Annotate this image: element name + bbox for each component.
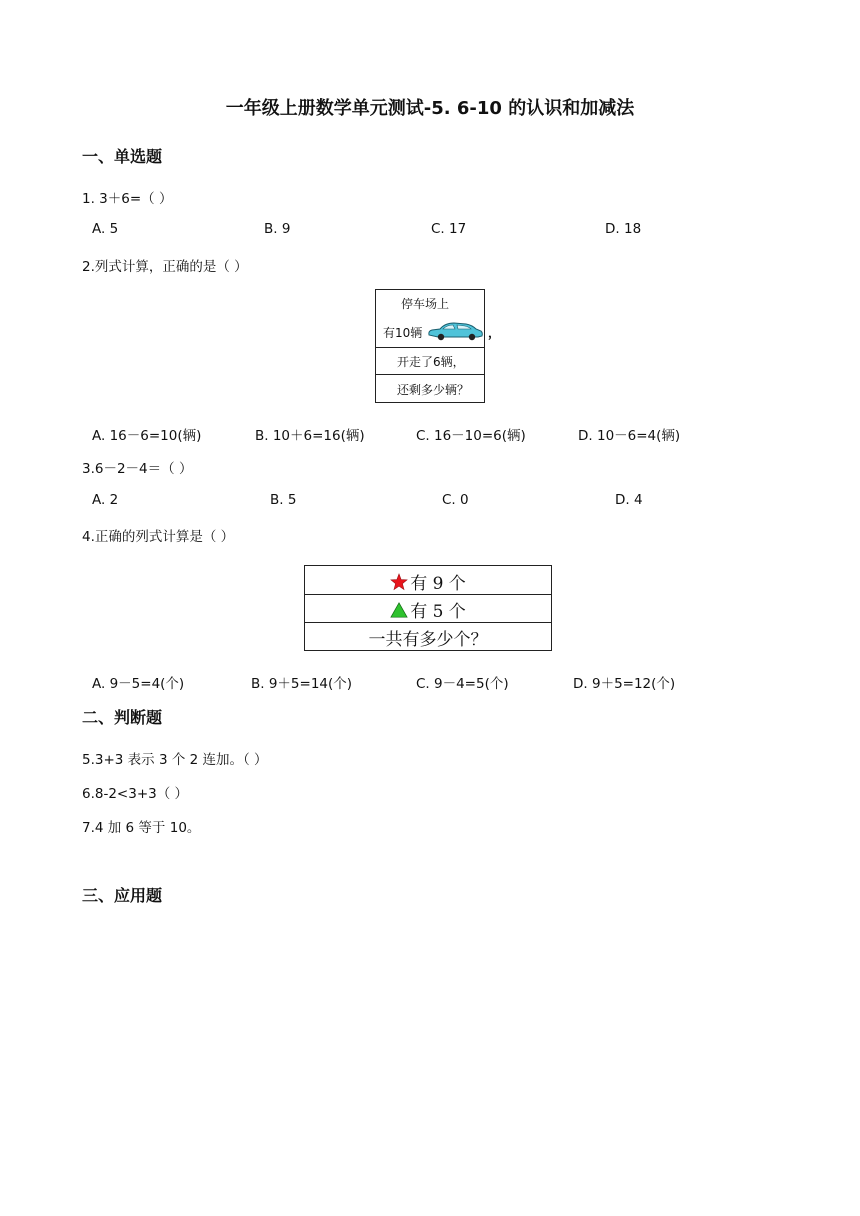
q3-option-c: C. 0 [442,492,469,508]
car-icon [426,320,484,342]
q3-option-b: B. 5 [270,492,297,508]
question-6: 6.8-2<3+3（ ） [82,786,189,802]
question-7: 7.4 加 6 等于 10。 [82,820,201,836]
star-triangle-figure [304,565,552,651]
q1-option-a: A. 5 [92,221,119,237]
figure2-divider-1 [305,594,551,595]
triangle-icon [390,601,408,619]
q2-option-b: B. 10＋6=16(辆) [255,428,365,444]
figure1-line-2-prefix: 有10辆 [383,326,423,340]
star-icon [390,573,408,591]
q3-option-a: A. 2 [92,492,119,508]
question-4: 4.正确的列式计算是（ ） [82,529,235,545]
q1-option-c: C. 17 [431,221,467,237]
figure2-row-1 [305,569,551,594]
figure2-row-1-text: 有 9 个 [410,574,466,594]
question-1: 1. 3＋6=（ ） [82,191,173,207]
page-title: 一年级上册数学单元测试-5. 6-10 的认识和加减法 [225,98,635,119]
figure1-line-2 [383,320,500,342]
figure1-divider-1 [376,347,484,348]
q2-option-d: D. 10－6=4(辆) [578,428,681,444]
q1-option-d: D. 18 [605,221,642,237]
figure1-line-4: 还剩多少辆？ [397,383,470,397]
figure2-divider-2 [305,622,551,623]
section-heading-word-problems: 三、应用题 [82,886,163,905]
q2-option-c: C. 16－10=6(辆) [416,428,526,444]
figure1-line-3: 开走了6辆， [397,355,465,369]
question-3: 3.6－2－4＝（ ） [82,461,193,477]
question-2: 2.列式计算，正确的是（ ） [82,259,248,275]
section-heading-true-false: 二、判断题 [82,708,163,727]
figure2-row-3: 一共有多少个？ [368,630,488,650]
q2-option-a: A. 16－6=10(辆) [92,428,202,444]
question-5: 5.3+3 表示 3 个 2 连加。（ ） [82,752,268,768]
q4-option-c: C. 9－4=5(个) [416,676,509,692]
figure1-line-1: 停车场上 [401,297,450,311]
q1-option-b: B. 9 [264,221,291,237]
parking-lot-figure [375,289,500,403]
figure2-row-2 [305,597,551,622]
figure1-line-2-suffix: ， [487,326,500,340]
figure2-row-2-text: 有 5 个 [410,602,466,622]
q3-option-d: D. 4 [615,492,643,508]
q4-option-d: D. 9＋5=12(个) [573,676,676,692]
section-heading-single-choice: 一、单选题 [82,147,163,166]
q4-option-b: B. 9＋5=14(个) [251,676,353,692]
figure1-divider-2 [376,374,484,375]
q4-option-a: A. 9－5=4(个) [92,676,185,692]
